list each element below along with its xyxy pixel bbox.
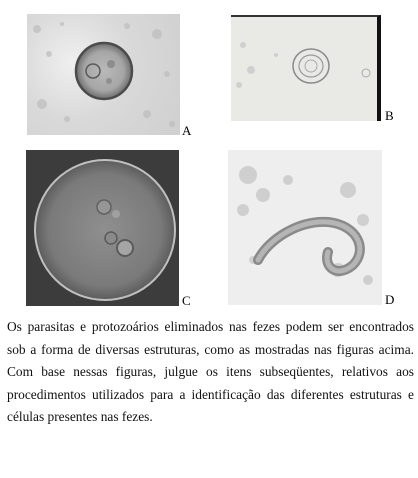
figure-a-label: A bbox=[182, 123, 192, 138]
figure-c-label: C bbox=[182, 293, 191, 308]
figure-d-label: D bbox=[385, 292, 395, 307]
figure-a-image bbox=[27, 14, 180, 135]
figure-b-label: B bbox=[385, 108, 394, 123]
figure-d-image bbox=[228, 150, 382, 305]
figure-c-image bbox=[26, 150, 179, 306]
question-paragraph: Os parasitas e protozoários eliminados nas fezes podem ser encontrados sob a forma de diversas estruturas, como as mostradas nas figuras acima. Com base nessas figuras, julgue os itens subseqüentes, relativos aos procedimentos utilizados para a identificação das diferentes estruturas e células presentes nas fezes. bbox=[7, 319, 414, 424]
figure-b-image bbox=[231, 15, 381, 121]
